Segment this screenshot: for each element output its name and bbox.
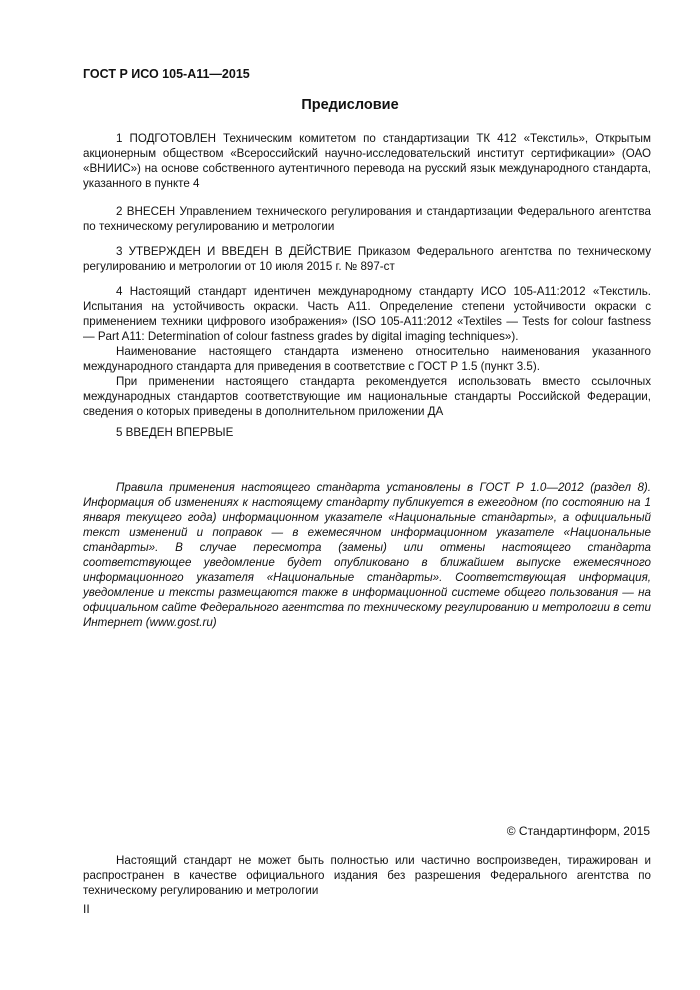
document-code: ГОСТ Р ИСО 105-А11—2015 [83, 67, 250, 81]
item-1 [83, 131, 651, 191]
notice-text: Правила применения настоящего стандарта установлены в ГОСТ Р 1.0—2012 (раздел 8). Информация об изменениях к настоящему стандарту публикуется в ежегодном (по состоянию на 1 января текущего года) информационном указателе «Национальные стандарты», а официальный текст изменений и поправок — в ежемесячном информационном указателе «Национальные стандарты». В случае пересмотра (замены) или отмены настоящего стандарта соответствующее уведомление будет опубликовано в ближайшем выпуске ежемесячного информационного указателя «Национальные стандарты». Соответствующая информация, уведомление и тексты размещаются также в информационной системе общего пользования — на официальном сайте Федерального агентства по техническому регулированию и метрологии в сети Интернет (www.gost.ru) [83, 481, 651, 629]
reproduction-text: Настоящий стандарт не может быть полностью или частично воспроизведен, тиражирован и распространен в качестве официального издания без разрешения Федерального агентства по техническому регулированию и метрологии [83, 854, 651, 897]
item-3-lead: 3 УТВЕРЖДЕН И ВВЕДЕН В ДЕЙСТВИЕ [116, 245, 352, 258]
item-4 [83, 284, 651, 419]
item-1-text: Техническим комитетом по стандартизации ТК 412 «Текстиль», Открытым акционерным обществом «Всероссийский научно-исследовательский институт сертификации» (ОАО «ВНИИС») на основе собственного аутентичного перевода на русский язык международного стандарта, указанного в пункте 4 [83, 132, 651, 190]
item-5-text: 5 ВВЕДЕН ВПЕРВЫЕ [116, 426, 234, 439]
item-4-text: 4 Настоящий стандарт идентичен международному стандарту ИСО 105-А11:2012 «Текстиль. Испытания на устойчивость окраски. Часть А11. Определение степени устойчивости окраски с применением техники цифрового изображения» (ISO 105-A11:2012 «Textiles — Tests for colour fastness — Part A11: Determination of colour fastness grades by digital imaging techniques»). [83, 285, 651, 343]
page-number: II [83, 902, 90, 916]
copyright: © Стандартинформ, 2015 [506, 824, 650, 838]
notice-block [83, 480, 651, 630]
item-2 [83, 204, 651, 234]
item-1-lead: 1 ПОДГОТОВЛЕН [116, 132, 216, 145]
item-5 [83, 425, 651, 440]
item-3-text: Приказом Федерального агентства по техническому регулированию и метрологии от 10 июля 2015 г. № 897-ст [83, 245, 651, 273]
item-3 [83, 244, 651, 274]
reproduction-block [83, 853, 651, 898]
item-2-lead: 2 ВНЕСЕН [116, 205, 176, 218]
item-4-usage-note: При применении настоящего стандарта рекомендуется использовать вместо ссылочных международных стандартов соответствующие им национальные стандарты Российской Федерации, сведения о которых приведены в дополнительном приложении ДА [83, 375, 651, 418]
item-2-text: Управлением технического регулирования и стандартизации Федерального агентства по техническому регулированию и метрологии [83, 205, 651, 233]
item-4-rename-note: Наименование настоящего стандарта изменено относительно наименования указанного международного стандарта для приведения в соответствие с ГОСТ Р 1.5 (пункт 3.5). [83, 345, 651, 373]
page-title: Предисловие [301, 97, 399, 113]
